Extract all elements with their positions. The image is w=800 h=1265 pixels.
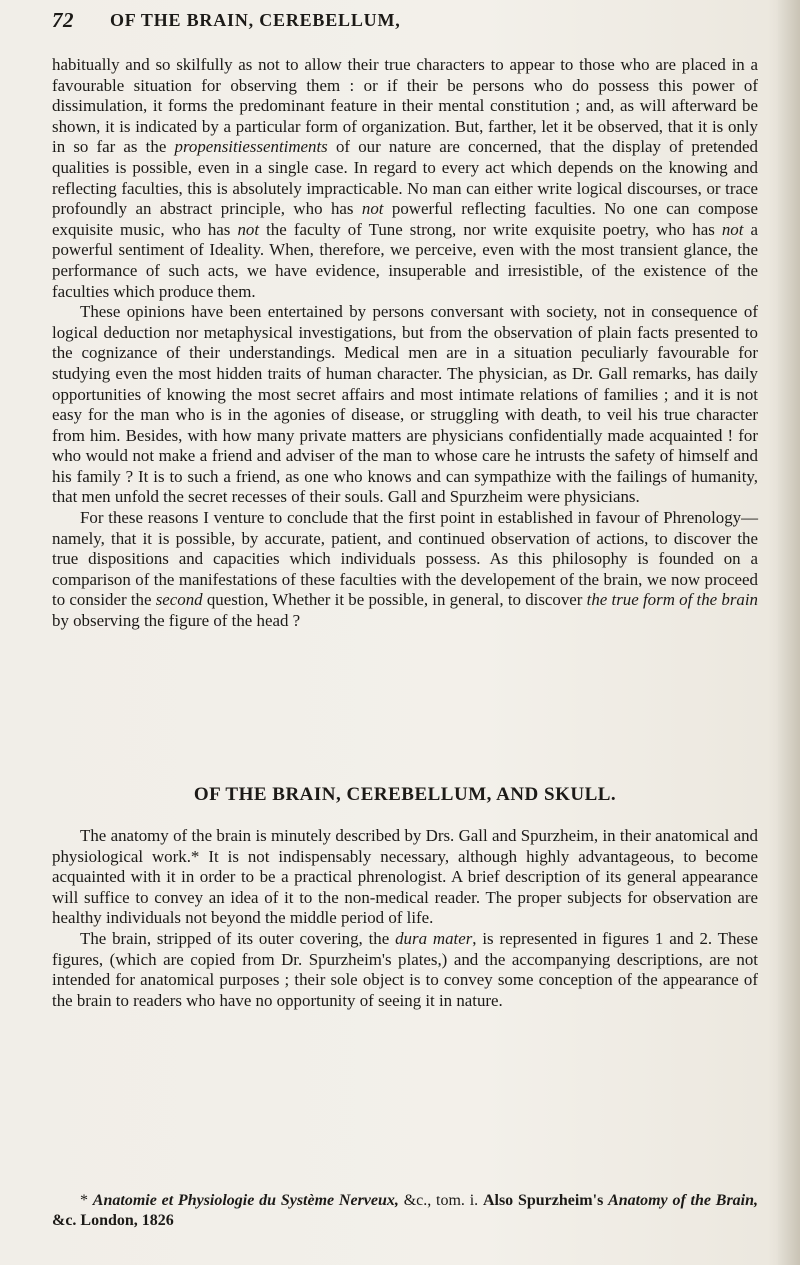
text-run-italic: propensities [174,137,257,157]
text-run-italic: the true form of the brain [586,590,758,610]
paragraph-3 [52,508,758,632]
text-run: For these reasons I venture to conclude that the first point in established in favour of Phrenology—namely, that it is possible, by accurate, patient, and continued observation of actions, to discover the true dispositions and capacities which individuals possess. As this philosophy is founded on a comparison of the manifestations of these faculties with the developement of the brain, we now proceed to consider the [52,508,758,610]
section-paragraph-1: The anatomy of the brain is minutely described by Drs. Gall and Spurzheim, in their anatomical and physiological work.* It is not indispensably necessary, although highly advantageous, to become acquainted with it in order to be a practical phrenologist. A brief description of its general appearance will suffice to convey an idea of it to the non-medical reader. The proper subjects for observation are healthy individuals not beyond the middle period of life. [52,826,758,928]
footnote-also: Also Spurzheim's [482,1192,609,1209]
text-run: a powerful sentiment of Ideality. When, therefore, we perceive, even with the most transient glance, the performance of such acts, we have evidence, insuperable and irresistible, of the existence of the faculties which produce them. [52,219,759,301]
text-run: question, Whether it be possible, in general, to discover [202,590,587,610]
text-run-italic: dura mater [395,928,473,948]
text-run: by observing the figure of the head ? [52,611,301,631]
running-head: OF THE BRAIN, CEREBELLUM, [110,10,401,30]
footnote-title: Anatomie et Physiologie du Système Nerveux, [92,1192,399,1209]
text-run-italic: not [237,219,260,239]
text-run: , is represented in figures 1 and 2. These figures, (which are copied from Dr. Spurzheim's plates,) and the accompanying descriptions, are not intended for anatomical purposes ; their sole object is to convey some conception of the appearance of the brain to readers who have no opportunity of seeing it in nature. [52,928,758,1010]
text-run-italic: second [155,590,203,610]
paragraph-2: These opinions have been entertained by persons conversant with society, not in consequence of logical deduction nor metaphysical investigations, but from the observation of plain facts presented to the cognizance of their understandings. Medical men are in a situation peculiarly favourable for studying even the most hidden traits of human character. The physician, as Dr. Gall remarks, has daily opportunities of knowing the most secret affairs and most intimate relations of families ; and it is not easy for the man who is in the agonies of disease, or struggling with death, to veil his true character from him. Besides, with how many private matters are physicians confidentially made acquainted ! for who would not make a friend and adviser of the man to whose care he intrusts the safety of himself and his family ? It is to such a friend, as one who knows and can sympathize with the failings of humanity, that men unfold the secret recesses of their souls. Gall and Spurzheim were physicians. [52,302,758,507]
footnote [52,1191,758,1231]
page-header [52,2,752,42]
text-run: habitually and so skilfully as not to allow their true characters to appear to those who are placed in a favourable situation for observing them : or if their be persons who do possess this power of dissimulation, it forms the predominant feature in their mental constitution ; and, as will afterward be shown, it is indicated by a particular form of organization. But, farther, let it be observed, that it is only in so far as the [52,55,758,157]
text-run: powerful reflecting faculties. No one can compose exquisite music, who has [52,199,759,239]
paragraph-1 [52,55,758,302]
body-text [52,55,758,632]
text-run: the faculty of Tune strong, nor write exquisite poetry, who has [259,219,722,239]
footnote-also-title: Anatomy of the Brain, [608,1192,759,1209]
footnote-end: &c. London, 1826 [52,1212,174,1229]
section-paragraph-2 [52,929,758,1011]
section-text [52,826,758,1011]
footnote-marker: * [80,1192,93,1209]
text-run-italic: not [721,219,744,239]
text-run-italic: sentiments [256,137,328,157]
text-run-italic: not [361,199,384,219]
section-heading: OF THE BRAIN, CEREBELLUM, AND SKULL. [193,784,617,805]
text-run: of our nature are concerned, that the display of pretended qualities is possible, even in a single case. In regard to every act which depends on the knowing and reflecting faculties, this is absolutely impracticable. No man can either write logical discourses, or trace profoundly an abstract principle, who has [52,137,758,219]
text-run: The brain, stripped of its outer covering, the [80,928,396,948]
page-gutter [778,0,800,1265]
footnote-text: &c., tom. i. [398,1192,483,1209]
page-number: 72 [52,8,74,32]
